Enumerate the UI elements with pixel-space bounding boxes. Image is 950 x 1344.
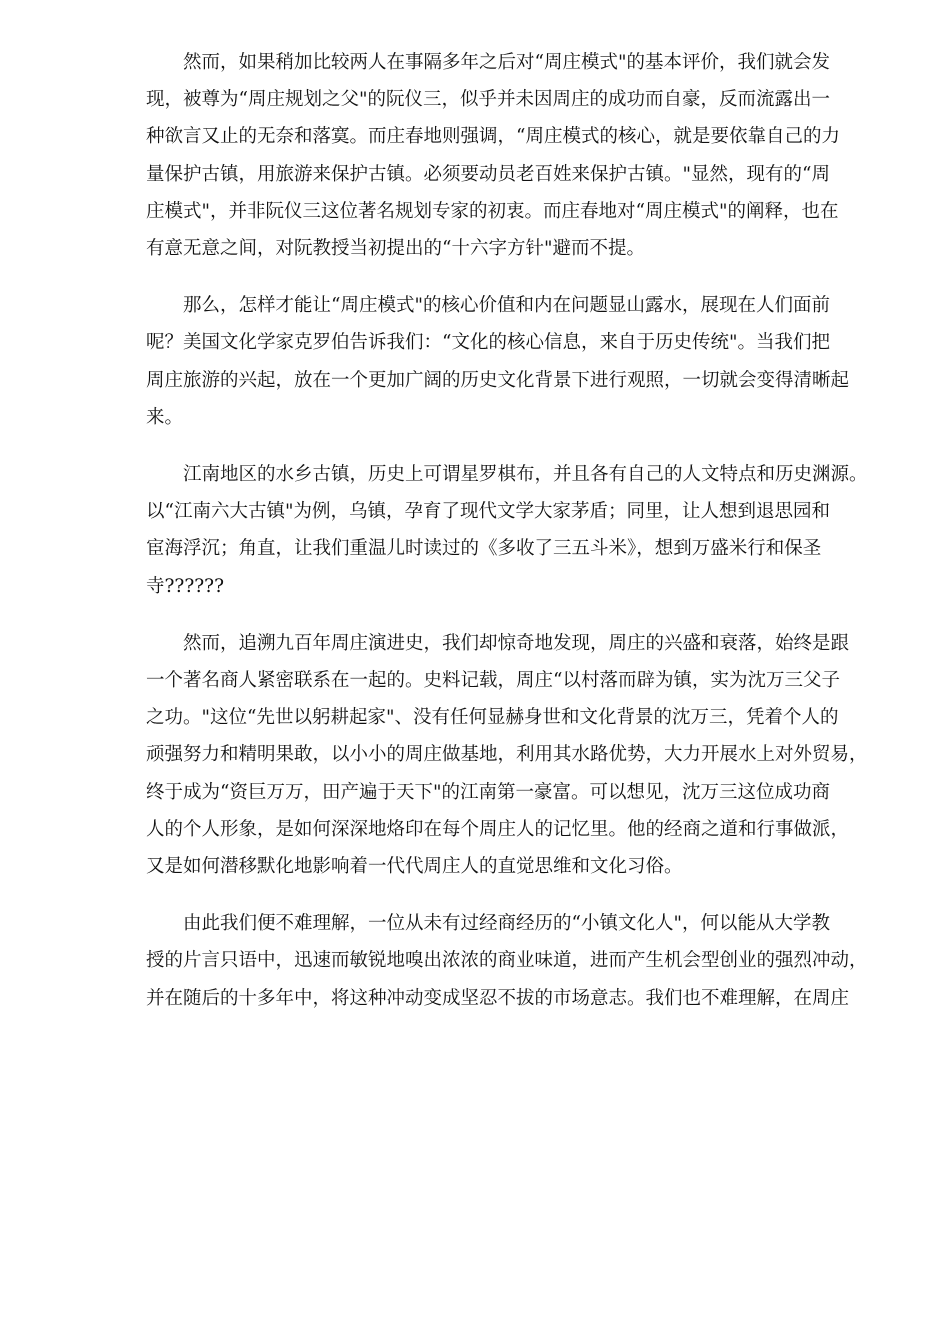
paragraph-3	[146, 456, 890, 605]
paragraph-4	[146, 625, 890, 885]
paragraph-1	[146, 44, 890, 267]
text-line: 然而，追溯九百年周庄演进史，我们却惊奇地发现，周庄的兴盛和衰落，始终是跟	[183, 632, 850, 654]
text-line: 来。	[146, 406, 184, 428]
text-line: 那么，怎样才能让“周庄模式"的核心价值和内在问题显山露水，展现在人们面前	[183, 295, 830, 317]
document-body	[146, 44, 890, 1017]
text-line: 顽强努力和精明果敢，以小小的周庄做基地，利用其水路优势，大力开展水上对外贸易，	[146, 744, 868, 766]
text-line: 量保护古镇，用旅游来保护古镇。必须要动员老百姓来保护古镇。"显然，现有的“周	[146, 163, 830, 185]
text-line: 并在随后的十多年中，将这种冲动变成坚忍不拔的市场意志。我们也不难理解，在周庄	[146, 987, 850, 1009]
text-line: 终于成为“资巨万万，田产遍于天下"的江南第一豪富。可以想见，沈万三这位成功商	[146, 781, 830, 803]
text-line: 授的片言只语中，迅速而敏锐地嗅出浓浓的商业味道，进而产生机会型创业的强烈冲动，	[146, 950, 868, 972]
text-line: 以“江南六大古镇"为例，乌镇，孕育了现代文学大家茅盾；同里，让人想到退思园和	[146, 501, 830, 523]
text-line: 由此我们便不难理解，一位从未有过经商经历的“小镇文化人"，何以能从大学教	[183, 913, 830, 935]
text-line: 种欲言又止的无奈和落寞。而庄春地则强调，“周庄模式的核心，就是要依靠自己的力	[146, 126, 840, 148]
text-line: 然而，如果稍加比较两人在事隔多年之后对“周庄模式"的基本评价，我们就会发	[183, 52, 830, 73]
text-line: 人的个人形象，是如何深深地烙印在每个周庄人的记忆里。他的经商之道和行事做派，	[146, 818, 850, 840]
text-line: 有意无意之间，对阮教授当初提出的“十六字方针"避而不提。	[146, 238, 645, 260]
text-line: 宦海浮沉；角直，让我们重温儿时读过的《多收了三五斗米》，想到万盛米行和保圣	[146, 538, 822, 560]
text-line: 又是如何潜移默化地影响着一代代周庄人的直觉思维和文化习俗。	[146, 856, 683, 878]
paragraph-2	[146, 287, 890, 436]
text-line: 周庄旅游的兴起，放在一个更加广阔的历史文化背景下进行观照，一切就会变得清晰起	[146, 369, 850, 391]
text-line: 一个著名商人紧密联系在一起的。史料记载，周庄“以村落而辟为镇，实为沈万三父子	[146, 670, 840, 692]
text-line: 寺??????	[146, 575, 225, 597]
text-line: 庄模式"，并非阮仪三这位著名规划专家的初衷。而庄春地对“周庄模式"的阐释，也在	[146, 200, 839, 222]
paragraph-5	[146, 905, 890, 1017]
text-line: 呢？美国文化学家克罗伯告诉我们：“文化的核心信息，来自于历史传统"。当我们把	[146, 332, 830, 354]
text-line: 之功。"这位“先世以躬耕起家"、没有任何显赫身世和文化背景的沈万三，凭着个人的	[146, 707, 839, 729]
text-line: 现，被尊为“周庄规划之父"的阮仪三，似乎并未因周庄的成功而自豪，反而流露出一	[146, 89, 830, 111]
text-line: 江南地区的水乡古镇，历史上可谓星罗棋布，并且各有自己的人文特点和历史渊源。	[183, 464, 868, 486]
